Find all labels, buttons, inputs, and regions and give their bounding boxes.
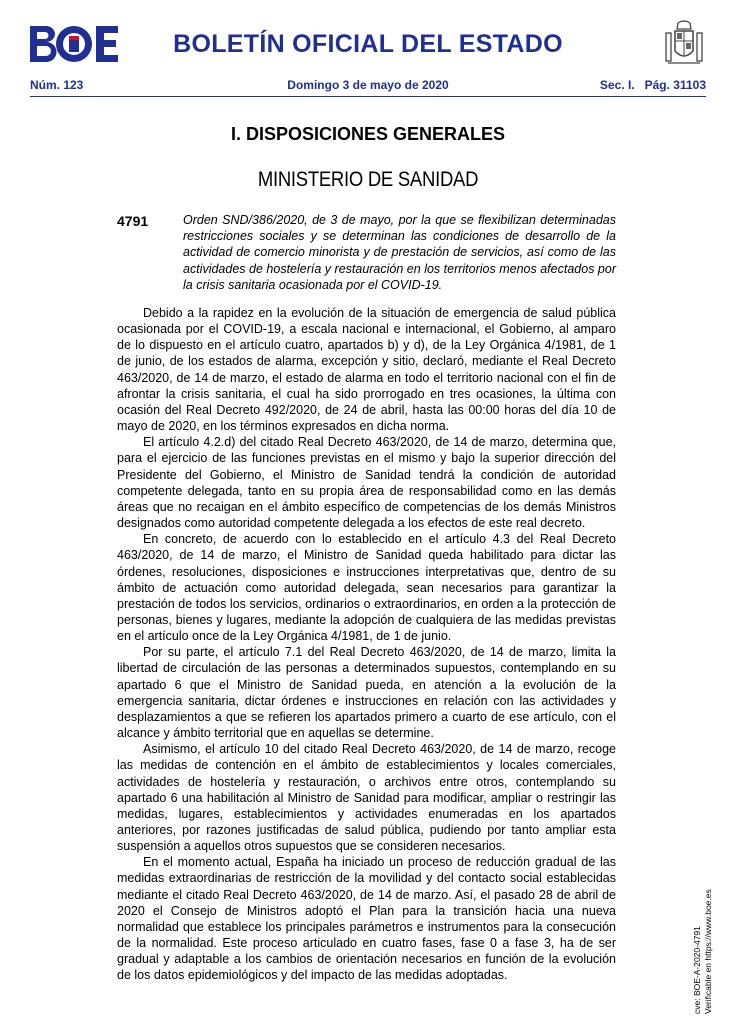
coat-of-arms-icon bbox=[664, 19, 704, 67]
issue-info-row bbox=[30, 78, 706, 94]
boe-logo bbox=[30, 24, 118, 64]
verification-url: Verificable en https://www.boe.es bbox=[703, 889, 713, 1014]
issue-date: Domingo 3 de mayo de 2020 bbox=[287, 78, 449, 92]
verification-stamp bbox=[692, 889, 714, 1014]
gazette-title: BOLETÍN OFICIAL DEL ESTADO bbox=[173, 30, 563, 58]
ministry-heading: MINISTERIO DE SANIDAD bbox=[257, 168, 479, 191]
header-divider bbox=[30, 96, 706, 97]
body-paragraph: El artículo 4.2.d) del citado Real Decreto 463/2020, de 14 de marzo, determina que, para el ejercicio de las funciones previstas en el mismo y bajo la superior dirección del Presidente del Gobierno, el Ministro de Sanidad tendrá la condición de autoridad competente delegada, tanto en su propia área de responsabilidad como en las demás áreas que no recaigan en el ámbito específico de competencias de los demás Ministros designados como autoridad competente delegada a los efectos de este real decreto. bbox=[117, 435, 616, 531]
document-body bbox=[117, 305, 616, 984]
section-heading: I. DISPOSICIONES GENERALES bbox=[230, 124, 506, 144]
body-paragraph: En concreto, de acuerdo con lo establecido en el artículo 4.3 del Real Decreto 463/2020, de 14 de marzo, el Ministro de Sanidad queda habilitado para dictar las órdenes, resoluciones, disposiciones e instrucciones interpretativas que, dentro de su ámbito de actuación como autoridad delegada, sean necesarios para garantizar la prestación de todos los servicios, ordinarios o extraordinarios, en orden a la protección de personas, bienes y lugares, mediante la adopción de cualquiera de las medidas previstas en el artículo once de la Ley Orgánica 4/1981, de 1 de junio. bbox=[117, 532, 616, 644]
body-paragraph: En el momento actual, España ha iniciado un proceso de reducción gradual de las medidas extraordinarias de restricción de la movilidad y del contacto social establecidas mediante el citado Real Decreto 463/2020, de 14 de marzo. Así, el pasado 28 de abril de 2020 el Consejo de Ministros adoptó el Plan para la transición hacia una nueva normalidad que establece los principales parámetros e instrumentos para la consecución de la normalidad. Este proceso articulado en cuatro fases, fase 0 a fase 3, ha de ser gradual y adaptable a los cambios de orientación necesarios en función de la evolución de los datos epidemiológicos y del impacto de las medidas adoptadas. bbox=[117, 855, 616, 983]
issue-number: Núm. 123 bbox=[30, 78, 84, 92]
disposition-number: 4791 bbox=[117, 213, 149, 229]
body-paragraph: Por su parte, el artículo 7.1 del Real Decreto 463/2020, de 14 de marzo, limita la libertad de circulación de las personas a determinados supuestos, contemplando en su apartado 6 que el Ministro de Sanidad pueda, en atención a la evolución de la emergencia sanitaria, dictar órdenes e instrucciones en relación con las actividades y desplazamientos a que se refieren los apartados primero a cuarto de ese artículo, con el alcance y ámbito territorial que en aquellas se determine. bbox=[117, 645, 616, 741]
body-paragraph: Asimismo, el artículo 10 del citado Real Decreto 463/2020, de 14 de marzo, recoge las medidas de contención en el ámbito de establecimientos y locales comerciales, actividades de hostelería y restauración, o archivos entre otros, contemplando su apartado 6 una habilitación al Ministro de Sanidad para modificar, ampliar o restringir las medidas, lugares, establecimientos y actividades enumeradas en los apartados anteriores, por razones justificadas de salud pública, pudiendo por tanto ampliar esta suspensión a aquellos otros supuestos que se consideren necesarios. bbox=[117, 742, 616, 854]
body-paragraph: Debido a la rapidez en la evolución de la situación de emergencia de salud pública ocasionada por el COVID-19, a escala nacional e internacional, el Gobierno, al amparo de lo dispuesto en el artículo cuatro, apartados b) y d), de la Ley Orgánica 4/1981, de 1 de junio, de los estados de alarma, excepción y sitio, declaró, mediante el Real Decreto 463/2020, de 14 de marzo, el estado de alarma en todo el territorio nacional con el fin de afrontar la crisis sanitaria, el cual ha sido prorrogado en tres ocasiones, la última con ocasión del Real Decreto 492/2020, de 24 de abril, hasta las 00:00 horas del día 10 de mayo de 2020, en los términos expresados en dicha norma. bbox=[117, 306, 616, 434]
disposition-title: Orden SND/386/2020, de 3 de mayo, por la que se flexibilizan determinadas restricciones sociales y se determinan las condiciones de desarrollo de la actividad de comercio minorista y de prestación de servicios, así como de las actividades de hostelería y restauración en los territorios menos afectados por la crisis sanitaria ocasionada por el COVID-19. bbox=[183, 213, 616, 292]
cve-code: cve: BOE-A-2020-4791 bbox=[692, 926, 702, 1014]
section-page: Sec. I. Pág. 31103 bbox=[599, 78, 706, 92]
